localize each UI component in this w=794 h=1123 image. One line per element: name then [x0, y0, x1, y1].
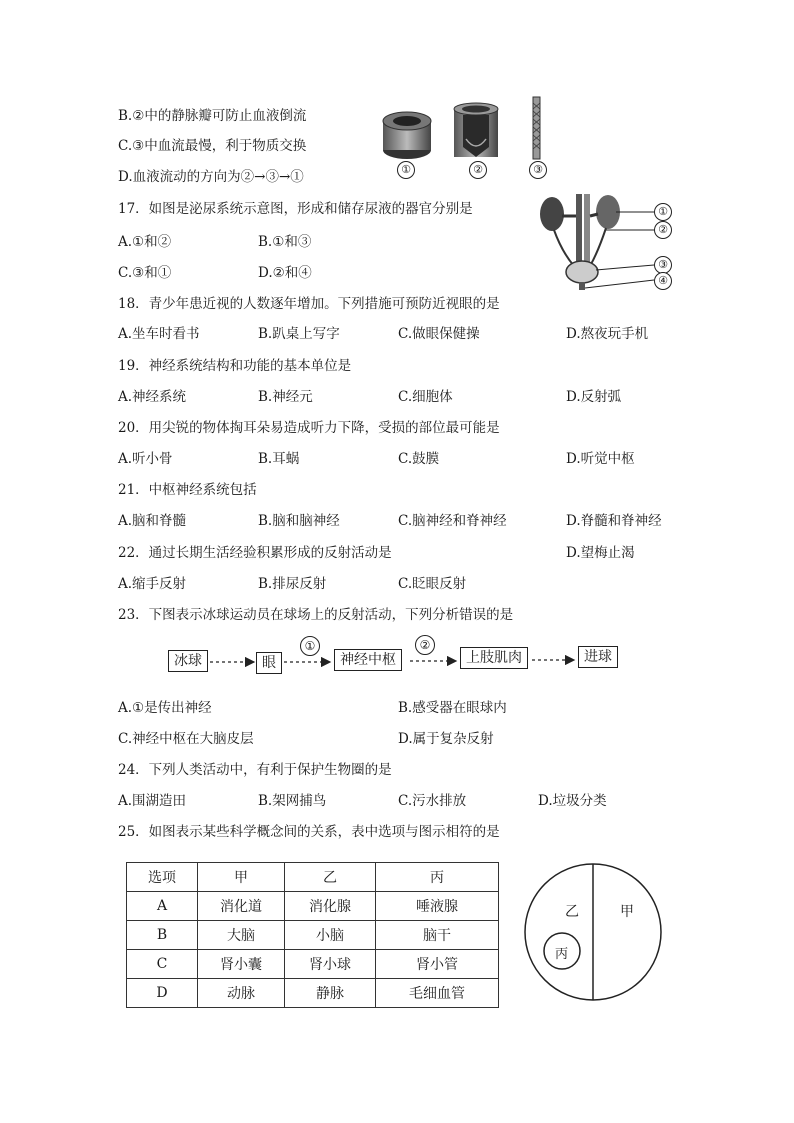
q18-option-b: B.趴桌上写字: [258, 326, 340, 342]
table-header-cell: 乙: [285, 863, 376, 892]
table-row: [127, 979, 499, 1008]
concept-relation-diagram: [522, 861, 664, 1003]
q16-option-d: D.血液流动的方向为②→③→①: [118, 169, 304, 185]
q21-option-c: C.脑神经和脊神经: [398, 513, 507, 529]
table-cell: 小脑: [285, 921, 376, 950]
diagram-label-bing: 丙: [555, 947, 569, 962]
q24-option-c: C.污水排放: [398, 793, 467, 809]
q21-option-d: D.脊髓和脊神经: [566, 513, 662, 529]
table-cell: 肾小球: [285, 950, 376, 979]
table-cell: 大脑: [198, 921, 285, 950]
q23-option-a: A.①是传出神经: [118, 700, 212, 716]
q18-option-a: A.坐车时看书: [118, 326, 200, 342]
q18-option-c: C.做眼保健操: [398, 326, 480, 342]
table-row: [127, 892, 499, 921]
q17-option-c: C.③和①: [118, 265, 172, 281]
table-cell: 消化道: [198, 892, 285, 921]
table-cell: B: [127, 921, 198, 950]
q16-option-c: C.③中血流最慢，利于物质交换: [118, 138, 307, 154]
q23-stem: 23．下图表示冰球运动员在球场上的反射活动，下列分析错误的是: [118, 607, 514, 623]
q23-option-d: D.属于复杂反射: [398, 731, 494, 747]
q20-option-c: C.鼓膜: [398, 451, 440, 467]
q22-option-a: A.缩手反射: [118, 576, 187, 592]
table-header-cell: 丙: [376, 863, 499, 892]
q20-stem: 20．用尖锐的物体掏耳朵易造成听力下降，受损的部位最可能是: [118, 420, 500, 436]
flow-box-ice-hockey: 冰球: [168, 650, 208, 672]
flow-box-eye: 眼: [256, 652, 282, 674]
q17-stem: 17．如图是泌尿系统示意图，形成和储存尿液的器官分别是: [118, 201, 473, 217]
table-cell: 消化腺: [285, 892, 376, 921]
vessel-label-3: ③: [529, 161, 547, 179]
q17-option-a: A.①和②: [118, 234, 172, 250]
table-cell: D: [127, 979, 198, 1008]
diagram-label-jia: 甲: [620, 904, 634, 920]
urinary-label-4: ④: [654, 272, 672, 290]
flow-box-goal: 进球: [578, 646, 618, 668]
table-header-cell: 甲: [198, 863, 285, 892]
vessel-label-2: ②: [469, 161, 487, 179]
q19-option-a: A.神经系统: [118, 389, 187, 405]
q25-stem: 25．如图表示某些科学概念间的关系，表中选项与图示相符的是: [118, 824, 500, 840]
q24-stem: 24．下列人类活动中，有利于保护生物圈的是: [118, 762, 392, 778]
q16-option-b: B.②中的静脉瓣可防止血液倒流: [118, 108, 307, 124]
q18-stem: 18．青少年患近视的人数逐年增加。下列措施可预防近视眼的是: [118, 296, 500, 312]
urinary-label-2: ②: [654, 221, 672, 239]
q20-option-a: A.听小骨: [118, 451, 173, 467]
q24-option-b: B.架网捕鸟: [258, 793, 327, 809]
q17-option-b: B.①和③: [258, 234, 312, 250]
table-header-cell: 选项: [127, 863, 198, 892]
q19-stem: 19．神经系统结构和功能的基本单位是: [118, 358, 352, 374]
flow-box-nerve-center: 神经中枢: [334, 649, 402, 671]
q23-option-c: C.神经中枢在大脑皮层: [118, 731, 254, 747]
urinary-label-3: ③: [654, 256, 672, 274]
q22-option-d: D.望梅止渴: [566, 545, 635, 561]
diagram-label-yi: 乙: [565, 904, 579, 920]
table-header-row: [127, 863, 499, 892]
table-cell: C: [127, 950, 198, 979]
q21-option-b: B.脑和脑神经: [258, 513, 340, 529]
q23-option-b: B.感受器在眼球内: [398, 700, 507, 716]
flow-mark-1: ①: [300, 636, 320, 656]
urinary-system-figure: [532, 192, 702, 292]
vessel-label-1: ①: [397, 161, 415, 179]
urinary-label-1: ①: [654, 203, 672, 221]
q19-option-d: D.反射弧: [566, 389, 622, 405]
table-cell: 肾小管: [376, 950, 499, 979]
q19-option-b: B.神经元: [258, 389, 313, 405]
q20-option-b: B.耳蜗: [258, 451, 300, 467]
flow-mark-2: ②: [415, 635, 435, 655]
q20-option-d: D.听觉中枢: [566, 451, 635, 467]
q22-stem: 22．通过长期生活经验积累形成的反射活动是: [118, 545, 392, 561]
q17-option-d: D.②和④: [258, 265, 312, 281]
q22-option-b: B.排尿反射: [258, 576, 327, 592]
q25-table: [126, 862, 499, 1008]
table-cell: A: [127, 892, 198, 921]
table-cell: 唾液腺: [376, 892, 499, 921]
q18-option-d: D.熬夜玩手机: [566, 326, 649, 342]
table-cell: 静脉: [285, 979, 376, 1008]
q24-option-a: A.围湖造田: [118, 793, 187, 809]
table-cell: 脑干: [376, 921, 499, 950]
q21-stem: 21．中枢神经系统包括: [118, 482, 257, 498]
flow-box-upper-limb-muscle: 上肢肌肉: [460, 647, 528, 669]
q19-option-c: C.细胞体: [398, 389, 453, 405]
table-row: [127, 921, 499, 950]
table-cell: 毛细血管: [376, 979, 499, 1008]
q21-option-a: A.脑和脊髓: [118, 513, 187, 529]
q24-option-d: D.垃圾分类: [538, 793, 607, 809]
q22-option-c: C.眨眼反射: [398, 576, 467, 592]
table-cell: 肾小囊: [198, 950, 285, 979]
table-cell: 动脉: [198, 979, 285, 1008]
table-row: [127, 950, 499, 979]
